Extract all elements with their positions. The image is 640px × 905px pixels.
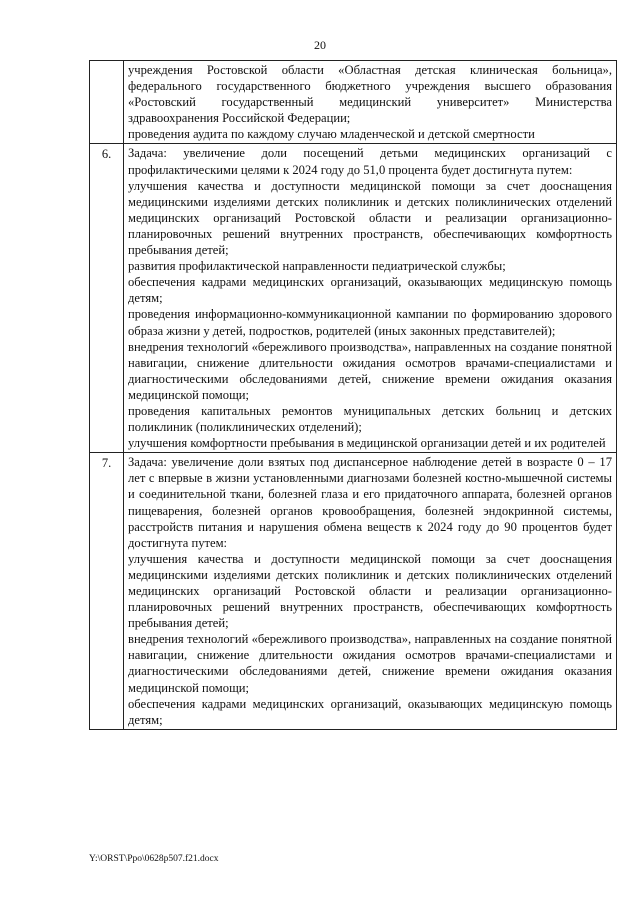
page-number: 20 <box>314 38 326 52</box>
paragraph: проведения аудита по каждому случаю младенческой и детской смертности <box>128 127 535 142</box>
paragraph: улучшения комфортности пребывания в медицинской организации детей и их родителей <box>128 436 606 451</box>
paragraph: проведения капитальных ремонтов муниципальных детских больниц и детских поликлиник (поликлинических отделений); <box>128 403 612 435</box>
paragraph: обеспечения кадрами медицинских организаций, оказывающих медицинскую помощь детям; <box>128 696 612 727</box>
paragraph: проведения информационно-коммуникационной кампании по формированию здорового образа жизни у детей, подростков, родителей (иных законных представителей); <box>128 307 612 338</box>
paragraph: обеспечения кадрами медицинских организаций, оказывающих медицинскую помощь детям; <box>128 275 612 306</box>
table-row <box>90 144 617 453</box>
file-path-footer: Y:\ORST\Ppo\0628p507.f21.docx <box>89 854 219 864</box>
document-table <box>89 60 617 730</box>
row-content <box>124 144 617 453</box>
table-row <box>90 453 617 730</box>
paragraph: внедрения технологий «бережливого производства», направленных на создание понятной навигации, снижение длительности ожидания осмотров врачами-специалистами и диагностическими обследованиями детей, снижение времени ожидания оказания медицинской помощи; <box>128 632 612 695</box>
paragraph: развития профилактической направленности педиатрической службы; <box>128 259 506 274</box>
paragraph: внедрения технологий «бережливого производства», направленных на создание понятной навигации, снижение длительности ожидания осмотров врачами-специалистами и диагностическими обследованиями детей, снижение времени ожидания оказания медицинской помощи; <box>128 339 612 402</box>
row-content <box>124 453 617 730</box>
row-number <box>90 61 124 144</box>
row-number: 7. <box>90 453 124 730</box>
paragraph: улучшения качества и доступности медицинской помощи за счет дооснащения медицинскими изделиями детских поликлиник и детских поликлинических отделений медицинских организаций Ростовской области и реализации организационно-планировочных решений внутренних пространств, обеспечивающих комфортность пребывания детей; <box>128 178 612 258</box>
row-number: 6. <box>90 144 124 453</box>
row-content <box>124 61 617 144</box>
paragraph: учреждения Ростовской области «Областная детская клиническая больница», федерального государственного бюджетного учреждения высшего образования «Ростовский государственный медицинский университет» Министерства здравоохранения Российской Федерации; <box>128 63 612 126</box>
table-row <box>90 61 617 144</box>
paragraph: улучшения качества и доступности медицинской помощи за счет дооснащения медицинскими изделиями детских поликлиник и детских поликлинических отделений медицинских организаций Ростовской области и реализации организационно-планировочных решений внутренних пространств, обеспечивающих комфортность пребывания детей; <box>128 551 612 631</box>
paragraph: Задача: увеличение доли взятых под диспансерное наблюдение детей в возрасте 0 – 17 лет с впервые в жизни установленными диагнозами болезней костно-мышечной системы и соединительной ткани, болезней глаза и его придаточного аппарата, болезней органов пищеварения, болезней органов кровообращения, болезней эндокринной системы, расстройств питания и нарушения обмена веществ к 2024 году до 90 процентов будет достигнута путем: <box>128 455 612 550</box>
paragraph: Задача: увеличение доли посещений детьми медицинских организаций с профилактическими целями к 2024 году до 51,0 процента будет достигнута путем: <box>128 146 612 177</box>
